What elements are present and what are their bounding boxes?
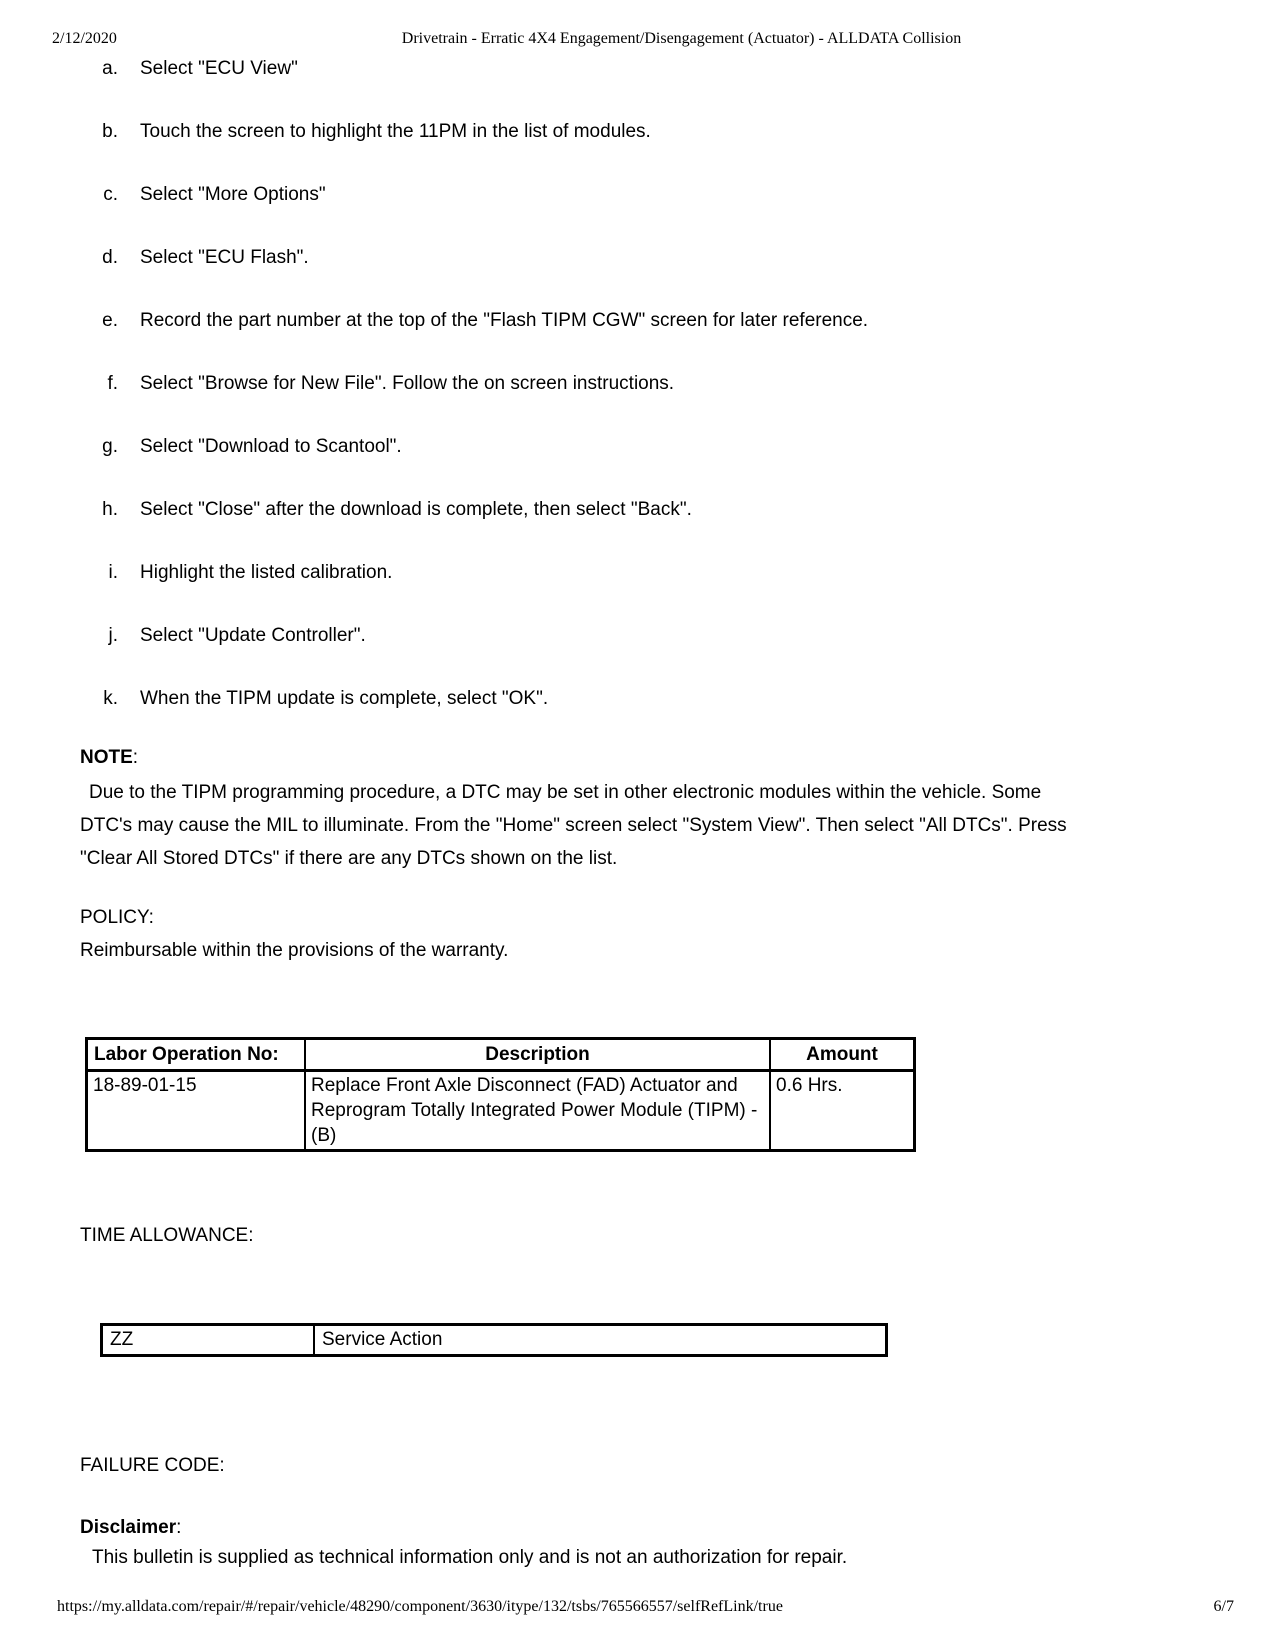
step-marker: g. [102, 436, 118, 457]
step-item-e [0, 309, 868, 333]
step-marker: b. [102, 121, 118, 142]
labor-description-cell: Replace Front Axle Disconnect (FAD) Actuator and Reprogram Totally Integrated Power Module (TIPM) - (B) [305, 1071, 770, 1151]
labor-table-header-operation: Labor Operation No: [87, 1039, 306, 1071]
time-allowance-heading: TIME ALLOWANCE: [80, 1225, 254, 1246]
step-item-g [0, 435, 868, 459]
note-section [80, 746, 1210, 875]
procedure-steps-list [0, 57, 868, 750]
time-allowance-table [100, 1323, 888, 1357]
note-heading [80, 746, 1210, 770]
time-allowance-description-cell: Service Action [314, 1325, 887, 1356]
note-label: NOTE [80, 747, 133, 768]
labor-table-header-row [87, 1039, 915, 1071]
note-line-1: Due to the TIPM programming procedure, a DTC may be set in other electronic modules within the vehicle. Some [89, 782, 1042, 803]
header-title: Drivetrain - Erratic 4X4 Engagement/Disengagement (Actuator) - ALLDATA Collision [401, 30, 962, 47]
labor-table-header-amount: Amount [770, 1039, 915, 1071]
step-item-h [0, 498, 868, 522]
note-line-3: "Clear All Stored DTCs" if there are any DTCs shown on the list. [80, 848, 618, 869]
step-marker: h. [102, 499, 118, 520]
step-text: Record the part number at the top of the "Flash TIPM CGW" screen for later reference. [140, 310, 869, 331]
step-marker: a. [102, 58, 118, 79]
labor-operation-no-cell: 18-89-01-15 [87, 1071, 306, 1151]
step-marker: k. [103, 688, 118, 709]
disclaimer-colon: : [176, 1517, 182, 1538]
disclaimer-heading [80, 1516, 181, 1540]
step-item-j [0, 624, 868, 648]
step-text: When the TIPM update is complete, select "OK". [140, 688, 549, 709]
step-item-i [0, 561, 868, 585]
step-text: Highlight the listed calibration. [140, 562, 393, 583]
step-item-f [0, 372, 868, 396]
header-date: 2/12/2020 [52, 30, 117, 47]
step-item-a [0, 57, 868, 81]
disclaimer-label: Disclaimer [80, 1517, 177, 1538]
note-colon: : [132, 747, 139, 768]
labor-table-row [87, 1071, 915, 1151]
labor-operation-table [85, 1037, 916, 1152]
policy-body: Reimbursable within the provisions of the warranty. [80, 940, 509, 961]
step-marker: e. [102, 310, 118, 331]
step-marker: f. [107, 373, 118, 394]
step-text: Select "More Options" [140, 184, 326, 205]
step-text: Select "ECU View" [140, 58, 298, 79]
labor-table-header-description: Description [305, 1039, 770, 1071]
step-marker: d. [102, 247, 118, 268]
step-item-c [0, 183, 868, 207]
step-text: Touch the screen to highlight the 11PM in the list of modules. [140, 121, 651, 142]
step-text: Select "Close" after the download is complete, then select "Back". [140, 499, 692, 520]
note-paragraph [80, 776, 1210, 875]
time-allowance-row [102, 1325, 887, 1356]
step-text: Select "Download to Scantool". [140, 436, 402, 457]
labor-amount-cell: 0.6 Hrs. [770, 1071, 915, 1151]
time-allowance-code-cell: ZZ [102, 1325, 315, 1356]
step-text: Select "Update Controller". [140, 625, 366, 646]
step-text: Select "Browse for New File". Follow the on screen instructions. [140, 373, 675, 394]
disclaimer-body: This bulletin is supplied as technical information only and is not an authorization for repair. [92, 1547, 848, 1568]
step-item-d [0, 246, 868, 270]
note-line-2: DTC's may cause the MIL to illuminate. From the "Home" screen select "System View". Then select "All DTCs". Press [80, 815, 1067, 836]
failure-code-heading: FAILURE CODE: [80, 1455, 225, 1476]
step-marker: j. [108, 625, 118, 646]
footer-page-number: 6/7 [1213, 1598, 1234, 1615]
footer-url: https://my.alldata.com/repair/#/repair/vehicle/48290/component/3630/itype/132/tsbs/765566557/selfRefLink/true [57, 1598, 783, 1615]
policy-heading: POLICY: [80, 907, 154, 928]
step-marker: c. [103, 184, 118, 205]
step-text: Select "ECU Flash". [140, 247, 309, 268]
step-marker: i. [108, 562, 118, 583]
step-item-b [0, 120, 868, 144]
step-item-k [0, 687, 868, 711]
